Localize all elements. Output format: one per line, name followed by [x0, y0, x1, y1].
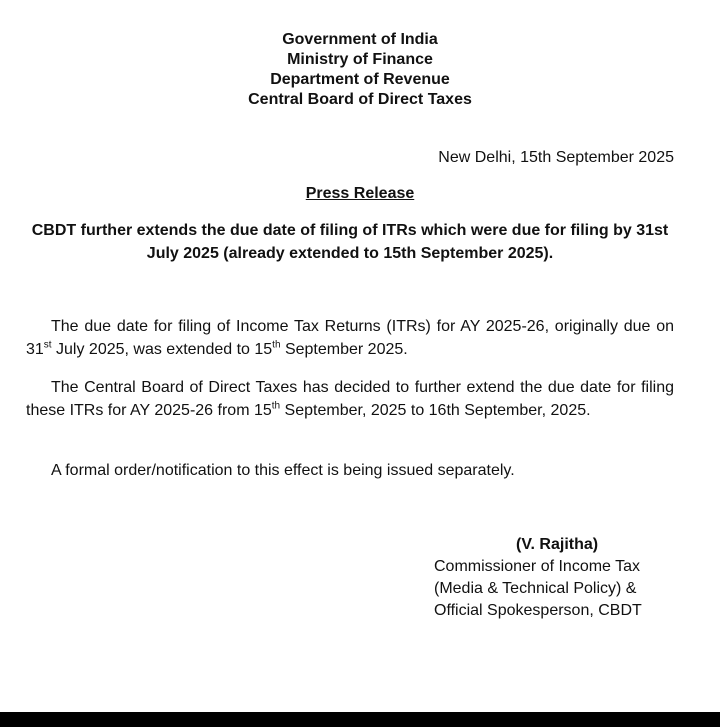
paragraph3-text: A formal order/notification to this effect is being issued separately. [51, 462, 515, 479]
header-department: Department of Revenue [270, 71, 450, 88]
header-board: Central Board of Direct Taxes [248, 91, 472, 108]
signature-block [434, 534, 674, 622]
paragraph1-text-b: July 2025, was extended to 15 [51, 341, 273, 358]
paragraph2-text-b: September, 2025 to 16th September, 2025. [280, 402, 591, 419]
paragraph1-text-a: The due date for filing of Income Tax Returns (ITRs) for AY 2025-26, originally due on 31 [26, 318, 674, 358]
press-release-title: Press Release [305, 185, 415, 202]
place-date: New Delhi, 15th September 2025 [438, 149, 674, 166]
paragraph-notification [26, 459, 674, 482]
paragraph2-text-a: The Central Board of Direct Taxes has decided to further extend the due date for filing these ITRs for AY 2025-26 from 15 [26, 379, 674, 419]
paragraph-extension [26, 376, 674, 422]
paragraph1-sup-b: th [272, 339, 281, 351]
signatory-title: Commissioner of Income Tax [434, 558, 640, 575]
paragraph1-text-c: September 2025. [280, 341, 408, 358]
header-government: Government of India [282, 31, 438, 48]
paragraph1-sup-a: st [43, 339, 52, 351]
signatory-division: (Media & Technical Policy) & [434, 580, 637, 597]
signatory-name: (V. Rajitha) [516, 536, 599, 553]
document-header [0, 30, 720, 110]
paragraph-due-date [26, 315, 674, 361]
header-ministry: Ministry of Finance [287, 51, 433, 68]
signatory-role: Official Spokesperson, CBDT [434, 602, 642, 619]
headline: CBDT further extends the due date of filing of ITRs which were due for filing by 31st July 2025 (already extended to 15th September 2025). [31, 222, 669, 262]
paragraph2-sup-a: th [271, 400, 281, 412]
